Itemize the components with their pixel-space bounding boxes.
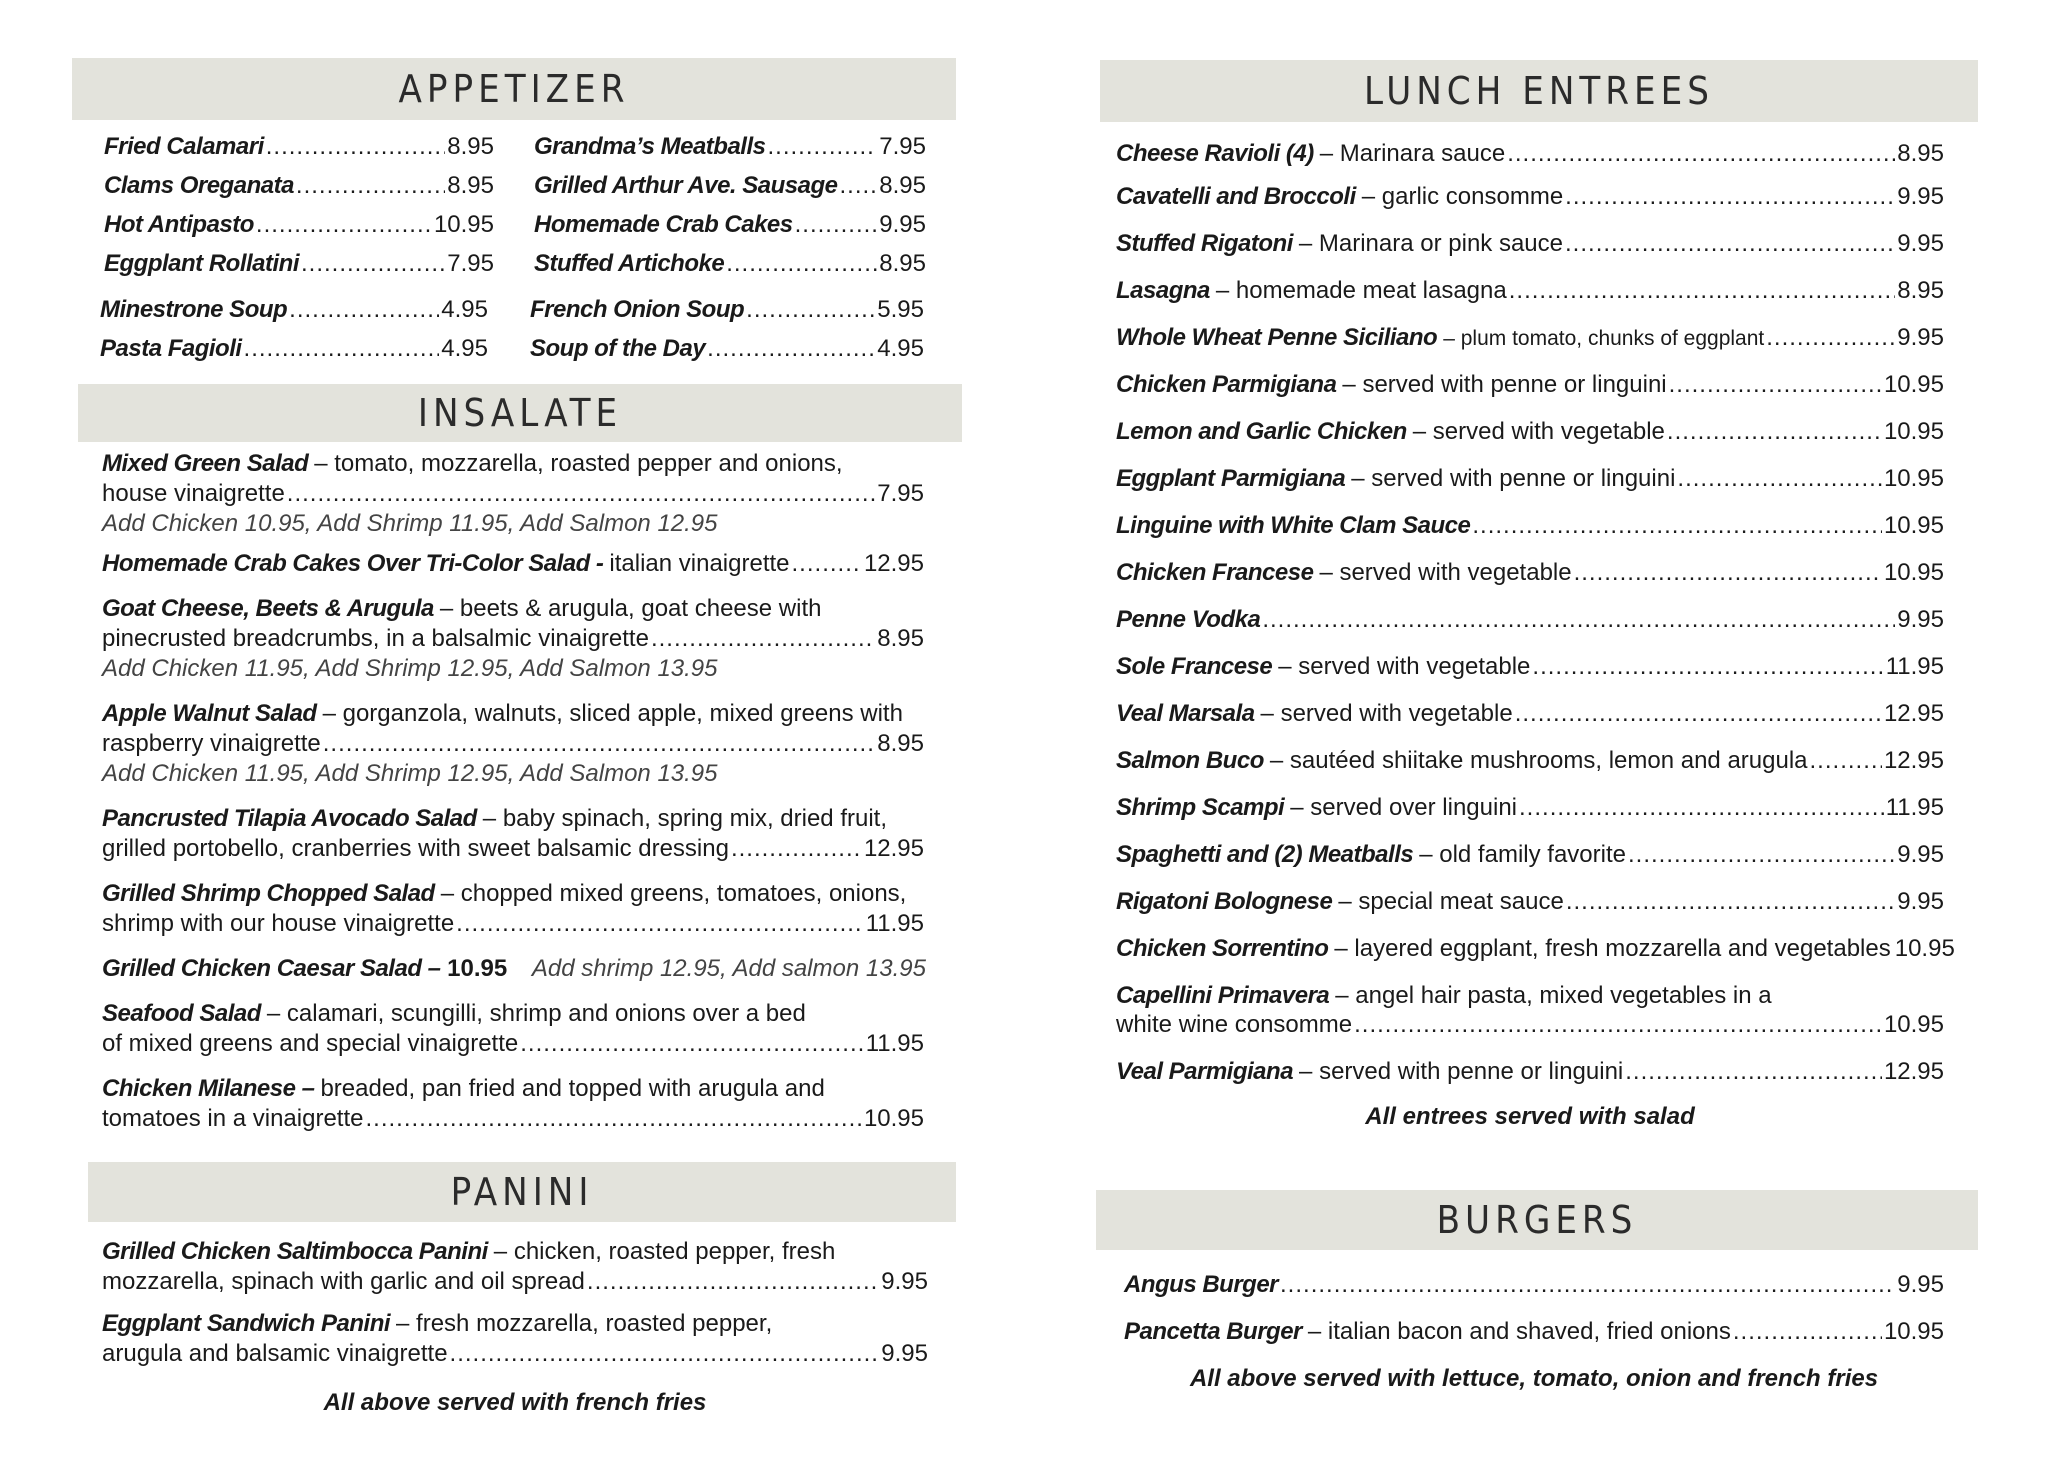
menu-item-line: [102, 879, 906, 909]
item-desc: breaded, pan fried and topped with arugula and: [320, 1075, 825, 1102]
item-name: Pancrusted Tilapia Avocado Salad: [102, 805, 477, 832]
item-price: 9.95: [879, 211, 926, 238]
item-price: 4.95: [441, 335, 488, 362]
lunch-entrees-title: LUNCH ENTREES: [1364, 69, 1714, 113]
item-name: Penne Vodka: [1116, 606, 1261, 633]
item-desc: – Marinara sauce: [1319, 140, 1506, 167]
item-price: 10.95: [433, 211, 494, 238]
item-desc: – beets & arugula, goat cheese with: [439, 595, 822, 622]
item-desc: – plum tomato, chunks of eggplant: [1443, 327, 1765, 350]
item-name: Goat Cheese, Beets & Arugula: [102, 595, 434, 622]
burger-item: [1124, 1270, 1944, 1300]
item-name: Fried Calamari: [104, 133, 264, 160]
menu-item-line: [102, 954, 926, 984]
item-desc: – old family favorite: [1419, 841, 1626, 868]
item-name: Eggplant Parmigiana: [1116, 465, 1346, 492]
item-desc: mozzarella, spinach with garlic and oil spread: [102, 1268, 585, 1295]
item-price: 11.95: [1885, 653, 1944, 680]
item-name: Eggplant Rollatini: [104, 250, 299, 277]
item-price: 9.95: [1897, 888, 1944, 915]
menu-item-line: [102, 449, 843, 479]
item-price: 9.95: [1897, 183, 1944, 210]
insalate-title: INSALATE: [417, 391, 623, 435]
item-name: Capellini Primavera: [1116, 982, 1330, 1009]
item-desc: – served with vegetable: [1319, 559, 1572, 586]
item-name: Linguine with White Clam Sauce: [1116, 512, 1471, 539]
appetizer-item: [534, 171, 926, 201]
item-price: 8.95: [879, 172, 926, 199]
item-desc: – special meat sauce: [1338, 888, 1564, 915]
item-desc: – chopped mixed greens, tomatoes, onions,: [440, 880, 907, 907]
item-name: Shrimp Scampi: [1116, 794, 1285, 821]
appetizer-header: [72, 58, 956, 120]
appetizer-item: [100, 334, 488, 364]
menu-item-line: [102, 729, 924, 759]
entree-item: [1116, 276, 1944, 306]
burgers-note: All above served with lettuce, tomato, onion and french fries: [1189, 1365, 1879, 1392]
item-desc: arugula and balsamic vinaigrette: [102, 1340, 448, 1367]
entree-item: [1116, 699, 1944, 729]
item-price: 10.95: [1883, 418, 1944, 445]
menu-item-line: [102, 1267, 928, 1297]
entree-item: [1116, 511, 1944, 541]
menu-item-line: [102, 1104, 924, 1134]
menu-item-line: [102, 1309, 772, 1339]
item-name: Veal Parmigiana: [1116, 1058, 1294, 1085]
entree-item: [1116, 558, 1944, 588]
item-desc: – layered eggplant, fresh mozzarella and vegetables: [1334, 935, 1891, 962]
item-desc: – homemade meat lasagna: [1215, 277, 1507, 304]
item-name: Cavatelli and Broccoli: [1116, 183, 1356, 210]
item-desc: – sautéed shiitake mushrooms, lemon and arugula: [1269, 747, 1808, 774]
item-price: 8.95: [879, 250, 926, 277]
item-desc: of mixed greens and special vinaigrette: [102, 1030, 519, 1057]
item-desc: – calamari, scungilli, shrimp and onions over a bed: [266, 1000, 806, 1027]
item-name: Grandma’s Meatballs: [534, 133, 766, 160]
entree-item: [1116, 370, 1944, 400]
item-name: Stuffed Rigatoni: [1116, 230, 1293, 257]
item-name: Chicken Milanese –: [102, 1075, 315, 1102]
entree-item: [1116, 417, 1944, 447]
item-price: 7.95: [879, 133, 926, 160]
entree-item-line: [1116, 1010, 1944, 1040]
entree-item: [1116, 746, 1944, 776]
item-name: Grilled Chicken Caesar Salad –: [102, 955, 441, 982]
item-addon: Add Chicken 10.95, Add Shrimp 11.95, Add Salmon 12.95: [102, 510, 718, 537]
item-name: Clams Oreganata: [104, 172, 294, 199]
panini-note: All above served with french fries: [323, 1389, 707, 1416]
entree-item: [1116, 464, 1944, 494]
item-desc: shrimp with our house vinaigrette: [102, 910, 455, 937]
item-name: Sole Francese: [1116, 653, 1273, 680]
item-price: 12.95: [1883, 747, 1944, 774]
item-price: 9.95: [1897, 230, 1944, 257]
item-desc: – served with vegetable: [1260, 700, 1513, 727]
item-name: Soup of the Day: [530, 335, 706, 362]
item-price: 9.95: [1897, 1271, 1944, 1298]
menu-item-line: [102, 1339, 928, 1369]
appetizer-item: [104, 249, 494, 279]
item-desc: pinecrusted breadcrumbs, in a balsalmic vinaigrette: [102, 625, 649, 652]
item-price: 7.95: [447, 250, 494, 277]
item-price: 8.95: [447, 172, 494, 199]
menu-item-line: [102, 909, 924, 939]
appetizer-title: APPETIZER: [398, 67, 630, 111]
menu-item-line: [102, 549, 924, 579]
item-name: Salmon Buco: [1116, 747, 1264, 774]
panini-header: [88, 1162, 956, 1222]
menu-item-line: [102, 804, 887, 834]
menu-item-line: [102, 624, 924, 654]
item-name: Grilled Arthur Ave. Sausage: [534, 172, 838, 199]
menu-item-line: [102, 699, 903, 729]
appetizer-item: [530, 334, 924, 364]
item-name: Seafood Salad: [102, 1000, 261, 1027]
item-name: Chicken Francese: [1116, 559, 1314, 586]
item-desc: – chicken, roasted pepper, fresh: [493, 1238, 836, 1265]
entree-item: [1116, 934, 1955, 964]
item-name: Grilled Chicken Saltimbocca Panini: [102, 1238, 488, 1265]
burgers-header: [1096, 1190, 1978, 1250]
item-desc: – tomato, mozzarella, roasted pepper and onions,: [314, 450, 843, 477]
menu-item-line: [102, 999, 806, 1029]
item-name: Spaghetti and (2) Meatballs: [1116, 841, 1414, 868]
appetizer-item: [530, 295, 924, 325]
item-price: 12.95: [1883, 1058, 1944, 1085]
item-price: 12.95: [863, 835, 924, 862]
appetizer-item: [104, 171, 494, 201]
item-price: 8.95: [1897, 277, 1944, 304]
item-desc: – served over linguini: [1290, 794, 1518, 821]
item-name: Veal Marsala: [1116, 700, 1255, 727]
item-price: 5.95: [877, 296, 924, 323]
item-desc: – baby spinach, spring mix, dried fruit,: [482, 805, 887, 832]
burgers-title: BURGERS: [1436, 1198, 1638, 1242]
item-addon: Add shrimp 12.95, Add salmon 13.95: [531, 955, 926, 982]
entree-item-line: [1116, 981, 1772, 1011]
item-price: 8.95: [877, 730, 924, 757]
item-name: Homemade Crab Cakes: [534, 211, 793, 238]
menu-item-line: [102, 594, 821, 624]
item-desc: – Marinara or pink sauce: [1298, 230, 1564, 257]
item-price: 10.95: [1883, 1318, 1944, 1345]
item-desc: – served with penne or linguini: [1351, 465, 1676, 492]
item-name: Chicken Sorrentino: [1116, 935, 1329, 962]
item-price: 11.95: [865, 1030, 924, 1057]
item-price: 10.95: [1883, 371, 1944, 398]
item-price: 10.95: [1883, 465, 1944, 492]
item-price: 8.95: [877, 625, 924, 652]
item-desc: – served with penne or linguini: [1342, 371, 1667, 398]
item-price: 9.95: [1897, 606, 1944, 633]
item-addon: Add Chicken 11.95, Add Shrimp 12.95, Add Salmon 13.95: [102, 655, 718, 682]
item-name: Chicken Parmigiana: [1116, 371, 1337, 398]
item-price: 7.95: [877, 480, 924, 507]
appetizer-item: [100, 295, 488, 325]
item-name: Apple Walnut Salad: [102, 700, 317, 727]
item-price: 9.95: [881, 1340, 928, 1367]
item-desc: – angel hair pasta, mixed vegetables in a: [1335, 982, 1772, 1009]
item-price: 9.95: [1897, 324, 1944, 351]
item-price: 11.95: [865, 910, 924, 937]
burger-item: [1124, 1317, 1944, 1347]
item-desc: – served with vegetable: [1278, 653, 1531, 680]
item-price: 12.95: [863, 550, 924, 577]
menu-item-line: [102, 1029, 924, 1059]
menu-item-line: [102, 1237, 835, 1267]
item-name: Pancetta Burger: [1124, 1318, 1302, 1345]
item-desc: italian vinaigrette: [609, 550, 790, 577]
entree-item: [1116, 1057, 1944, 1087]
item-name: Whole Wheat Penne Siciliano: [1116, 324, 1438, 351]
item-desc: – served with vegetable: [1412, 418, 1665, 445]
item-name: Homemade Crab Cakes Over Tri-Color Salad -: [102, 550, 604, 577]
appetizer-item: [104, 132, 494, 162]
item-desc: – served with penne or linguini: [1299, 1058, 1624, 1085]
entree-item: [1116, 887, 1944, 917]
item-price: 10.95: [1883, 1011, 1944, 1038]
appetizer-item: [534, 249, 926, 279]
entree-item: [1116, 229, 1944, 259]
item-price: 9.95: [1897, 841, 1944, 868]
item-name: French Onion Soup: [530, 296, 745, 323]
appetizer-item: [104, 210, 494, 240]
item-name: Rigatoni Bolognese: [1116, 888, 1333, 915]
menu-item-line: [102, 1074, 825, 1104]
menu-item-line: [102, 834, 924, 864]
item-name: Hot Antipasto: [104, 211, 254, 238]
item-name: Minestrone Soup: [100, 296, 288, 323]
entrees-note: All entrees served with salad: [1365, 1103, 1695, 1130]
entree-item: [1116, 182, 1944, 212]
item-name: Mixed Green Salad: [102, 450, 309, 477]
item-desc: tomatoes in a vinaigrette: [102, 1105, 364, 1132]
appetizer-item: [534, 210, 926, 240]
item-price: 10.95: [863, 1105, 924, 1132]
item-desc: – italian bacon and shaved, fried onions: [1307, 1318, 1731, 1345]
item-price: 8.95: [1897, 140, 1944, 167]
item-name: Pasta Fagioli: [100, 335, 242, 362]
item-name: Lemon and Garlic Chicken: [1116, 418, 1407, 445]
item-name: Grilled Shrimp Chopped Salad: [102, 880, 435, 907]
entree-item: [1116, 605, 1944, 635]
item-desc: – garlic consomme: [1361, 183, 1564, 210]
lunch-entrees-header: [1100, 60, 1978, 122]
entree-item: [1116, 139, 1944, 169]
entree-item: [1116, 652, 1944, 682]
appetizer-item: [534, 132, 926, 162]
item-price: 10.95: [447, 955, 508, 982]
item-name: Lasagna: [1116, 277, 1210, 304]
entree-item: [1116, 793, 1944, 823]
item-price: 8.95: [447, 133, 494, 160]
panini-title: PANINI: [450, 1170, 594, 1214]
item-price: 9.95: [881, 1268, 928, 1295]
entree-item: [1116, 323, 1944, 354]
item-price: 12.95: [1883, 700, 1944, 727]
item-desc: – gorganzola, walnuts, sliced apple, mixed greens with: [322, 700, 903, 727]
entree-item: [1116, 840, 1944, 870]
menu-item-line: [102, 479, 924, 509]
insalate-header: [78, 384, 962, 442]
item-name: Eggplant Sandwich Panini: [102, 1310, 391, 1337]
item-price: 10.95: [1894, 935, 1955, 962]
item-desc: grilled portobello, cranberries with sweet balsamic dressing: [102, 835, 729, 862]
item-price: 10.95: [1883, 512, 1944, 539]
item-desc: house vinaigrette: [102, 480, 285, 507]
item-addon: Add Chicken 11.95, Add Shrimp 12.95, Add Salmon 13.95: [102, 760, 718, 787]
item-desc: white wine consomme: [1116, 1011, 1353, 1038]
item-desc: – fresh mozzarella, roasted pepper,: [396, 1310, 773, 1337]
item-price: 10.95: [1883, 559, 1944, 586]
item-price: 4.95: [441, 296, 488, 323]
item-desc: raspberry vinaigrette: [102, 730, 321, 757]
item-name: Angus Burger: [1124, 1271, 1279, 1298]
item-name: Cheese Ravioli (4): [1116, 140, 1314, 167]
item-name: Stuffed Artichoke: [534, 250, 725, 277]
item-price: 4.95: [877, 335, 924, 362]
item-price: 11.95: [1885, 794, 1944, 821]
